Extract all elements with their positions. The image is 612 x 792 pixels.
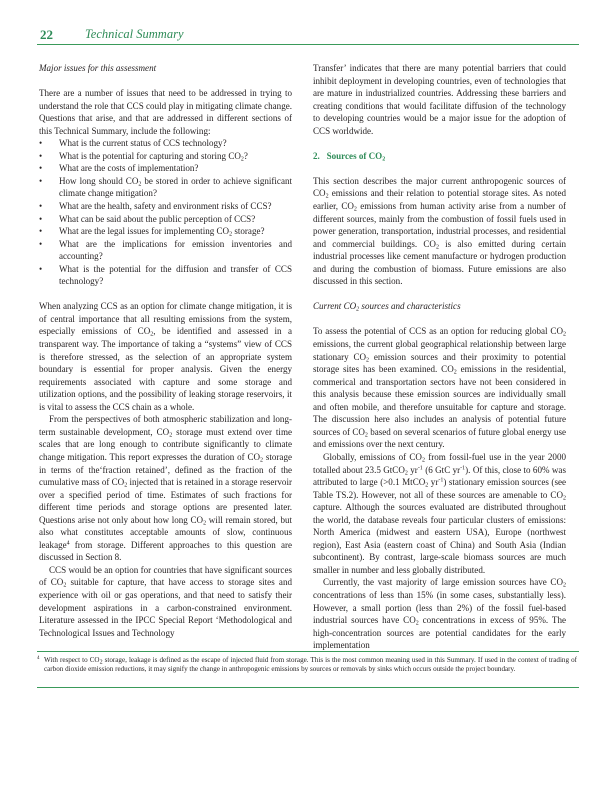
- bottom-rule: [37, 687, 579, 688]
- footnote-reference[interactable]: 4: [66, 540, 70, 547]
- left-column: [39, 62, 292, 639]
- paragraph: CCS would be an option for countries that have significant sources of $CO_2$ suitable for capture, that have access to storage sites and experience with oil or gas operations, and that need to satisfy their development aspirations in a carbon-constrained environment. Literature assessed in the IPCC Special Report ‘Methodological and Technological Issues and Technology: [39, 564, 292, 638]
- footnote-mark: 4: [37, 656, 40, 661]
- footnote-rule: [37, 651, 579, 652]
- paragraph: Globally, emissions of $CO_2$ from fossil-fuel use in the year 2000 totalled about 23.5 GtCO$_2$ $yr^{-1}$ (6 GtC $yr^{-1}$). Of this, close to 60% was attributed to large (>0.1 MtCO$_2$ $yr^{-1}$) stationary emission sources (see Table TS.2). However, not all of these sources are amenable to $CO_2$ capture. Although the sources evaluated are distributed throughout the world, the database reveals four particular clusters of emissions: North America (midwest and eastern USA), Europe (northwest region), East Asia (eastern coast of China) and South Asia (Indian subcontinent). By contrast, large-scale biomass sources are much smaller in number and less globally distributed.: [313, 451, 566, 575]
- paragraph: There are a number of issues that need to be addressed in trying to understand the role that CCS could play in mitigating climate change. Questions that arise, and that are addressed in different sections of this Technical Summary, include the following:: [39, 88, 292, 136]
- section-heading-sources: 2. Sources of $CO_2$: [313, 150, 386, 163]
- list-item: • What is the current status of CCS technology?: [39, 137, 292, 150]
- footnote: [37, 656, 577, 675]
- issues-list: [39, 137, 292, 288]
- page-number: 22: [40, 27, 53, 42]
- header-rule: [37, 44, 579, 45]
- running-title: Technical Summary: [85, 27, 184, 41]
- paragraph: This section describes the major current anthropogenic sources of $CO_2$ emissions and their relation to potential storage sites. As noted earlier, $CO_2$ emissions from human activity arise from a number of different sources, mainly from the combustion of fossil fuels used in power generation, transportation, industrial processes, and residential and commercial buildings. $CO_2$ is also emitted during certain industrial processes like cement manufacture or hydrogen production and during the combustion of biomass. Future emissions are also discussed in this section.: [313, 175, 566, 287]
- paragraph: To assess the potential of CCS as an option for reducing global $CO_2$ emissions, the current global geographical relationship between large stationary $CO_2$ emission sources and their proximity to potential storage sites has been examined. $CO_2$ emissions in the residential, commerical and transportation sectors have not been considered in this analysis because these emission sources are individually small and often mobile, and therefore unsuitable for capture and storage. The discussion here also includes an analysis of potential future sources of $CO_2$ based on several scenarios of future global energy use and emissions over the next century.: [313, 326, 566, 450]
- page-header: [37, 27, 579, 43]
- list-item: • What are the health, safety and environment risks of CCS?: [39, 200, 292, 213]
- right-column: [313, 62, 566, 652]
- footnote-text: With respect to $CO_2$ storage, leakage is defined as the escape of injected fluid from storage. This is the most common meaning used in this Summary. If used in the context of trading of carbon dioxide emission reductions, it may signify the change in anthropogenic emissions by sources or removals by sinks which occurs outside the project boundary.: [44, 656, 577, 674]
- list-item: • What can be said about the public perception of CCS?: [39, 213, 292, 226]
- paragraph: Currently, the vast majority of large emission sources have $CO_2$ concentrations of less than 15% (in some cases, substantially less). However, a small portion (less than 2%) of the fossil fuel-based industrial sources have $CO_2$ concentrations in excess of 95%. The high-concentration sources are potential candidates for the early implementation: [313, 577, 566, 651]
- paragraph: From the perspectives of both atmospheric stabilization and long-term sustainable development, $CO_2$ storage must extend over time scales that are long enough to contribute significantly to climate change mitigation. This report expresses the duration of $CO_2$ storage in terms of the‘fraction retained’, defined as the fraction of the cumulative mass of $CO_2$ injected that is retained in a storage reservoir over a specified period of time. Estimates of such fractions for different time periods and storage options are presented later. Questions arise not only about how long $CO_2$ will remain stored, but also what constitutes acceptable amounts of slow, continuous leakage$^4$ from storage. Different approaches to this question are discussed in Section 8.: [39, 414, 293, 563]
- list-item: • What is the potential for the diffusion and transfer of CCS technology?: [39, 263, 292, 288]
- list-item: • What are the legal issues for implementing $CO_2$ storage?: [39, 225, 292, 238]
- subsection-heading-current-sources: Current $CO_2$ sources and characteristics: [313, 301, 461, 313]
- list-item: • What is the potential for capturing and storing $CO_2$?: [39, 150, 292, 163]
- subsection-heading-major-issues: Major issues for this assessment: [39, 63, 157, 73]
- list-item: • What are the costs of implementation?: [39, 162, 292, 175]
- paragraph: When analyzing CCS as an option for climate change mitigation, it is of central importance that all resulting emissions from the system, especially emissions of $CO_2$, be identified and assessed in a transparent way. The importance of taking a “systems” view of CCS is therefore stressed, as the selection of an appropriate system boundary is essential for proper analysis. Given the energy requirements associated with capture and some storage and utilization options, and the possibility of leaking storage reservoirs, it is vital to assess the CCS chain as a whole.: [39, 301, 292, 412]
- paragraph: Transfer’ indicates that there are many potential barriers that could inhibit deployment in developing countries, even of technologies that are mature in industrialized countries. Addressing these barriers and creating conditions that would facilitate diffusion of the technology to developing countries would be a major issue for the adoption of CCS worldwide.: [313, 63, 566, 136]
- list-item: • What are the implications for emission inventories and accounting?: [39, 238, 292, 263]
- list-item: • How long should $CO_2$ be stored in order to achieve significant climate change mitigation?: [39, 175, 292, 200]
